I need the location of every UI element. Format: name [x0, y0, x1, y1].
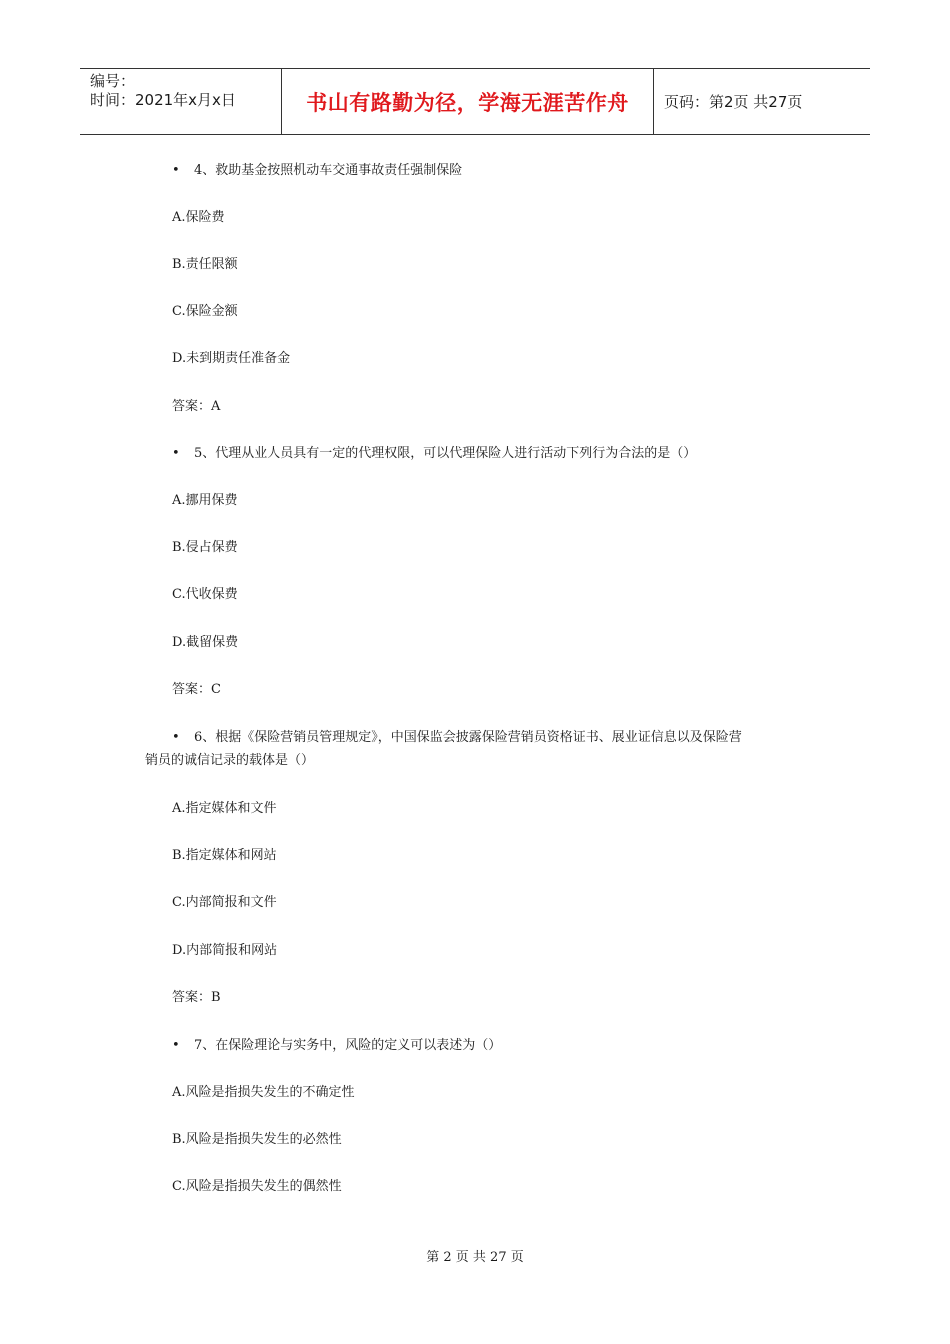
question-text: 6、根据《保险营销员管理规定》，中国保监会披露保险营销员资格证书、展业证信息以及保险营: [194, 730, 742, 745]
option-c: C.内部简报和文件: [172, 895, 277, 910]
document-date: 时间：2021年x月x日: [90, 91, 236, 109]
option-c: C.保险金额: [172, 304, 238, 319]
bullet-icon: •: [172, 446, 180, 461]
page-header: [80, 68, 870, 135]
header-meta: [80, 69, 282, 134]
option-b: B.侵占保费: [172, 540, 238, 555]
bullet-icon: •: [172, 1038, 180, 1053]
question-title: [172, 1035, 812, 1056]
question-text: 5、代理从业人员具有一定的代理权限，可以代理保险人进行活动下列行为合法的是（）: [194, 446, 697, 461]
option-d: D.内部简报和网站: [172, 943, 278, 958]
document-number: 编号：: [90, 72, 136, 90]
option-b: B.责任限额: [172, 257, 238, 272]
question-text: 4、救助基金按照机动车交通事故责任强制保险: [194, 163, 463, 178]
option-a: A.风险是指损失发生的不确定性: [172, 1085, 355, 1100]
header-page-number: 页码：第2页 共27页: [664, 93, 803, 111]
answer: 答案：C: [172, 682, 221, 697]
option-d: D.未到期责任准备金: [172, 351, 291, 366]
answer: 答案：B: [172, 990, 221, 1005]
option-d: D.截留保费: [172, 635, 239, 650]
option-a: A.指定媒体和文件: [172, 801, 277, 816]
bullet-icon: •: [172, 730, 180, 745]
header-motto: 书山有路勤为径，学海无涯苦作舟: [282, 69, 654, 134]
question-title: [172, 443, 812, 464]
option-c: C.代收保费: [172, 587, 238, 602]
question-text: 7、在保险理论与实务中，风险的定义可以表述为（）: [194, 1038, 502, 1053]
question-title: [172, 160, 812, 181]
answer: 答案：A: [172, 399, 221, 414]
bullet-icon: •: [172, 163, 180, 178]
option-b: B.指定媒体和网站: [172, 848, 277, 863]
option-c: C.风险是指损失发生的偶然性: [172, 1179, 342, 1194]
question-title-continued: 销员的诚信记录的载体是（）: [145, 753, 315, 768]
page-footer: 第 2 页 共 27 页: [426, 1250, 524, 1265]
option-b: B.风险是指损失发生的必然性: [172, 1132, 342, 1147]
option-a: A.挪用保费: [172, 493, 238, 508]
question-title: [172, 727, 812, 748]
option-a: A.保险费: [172, 210, 225, 225]
